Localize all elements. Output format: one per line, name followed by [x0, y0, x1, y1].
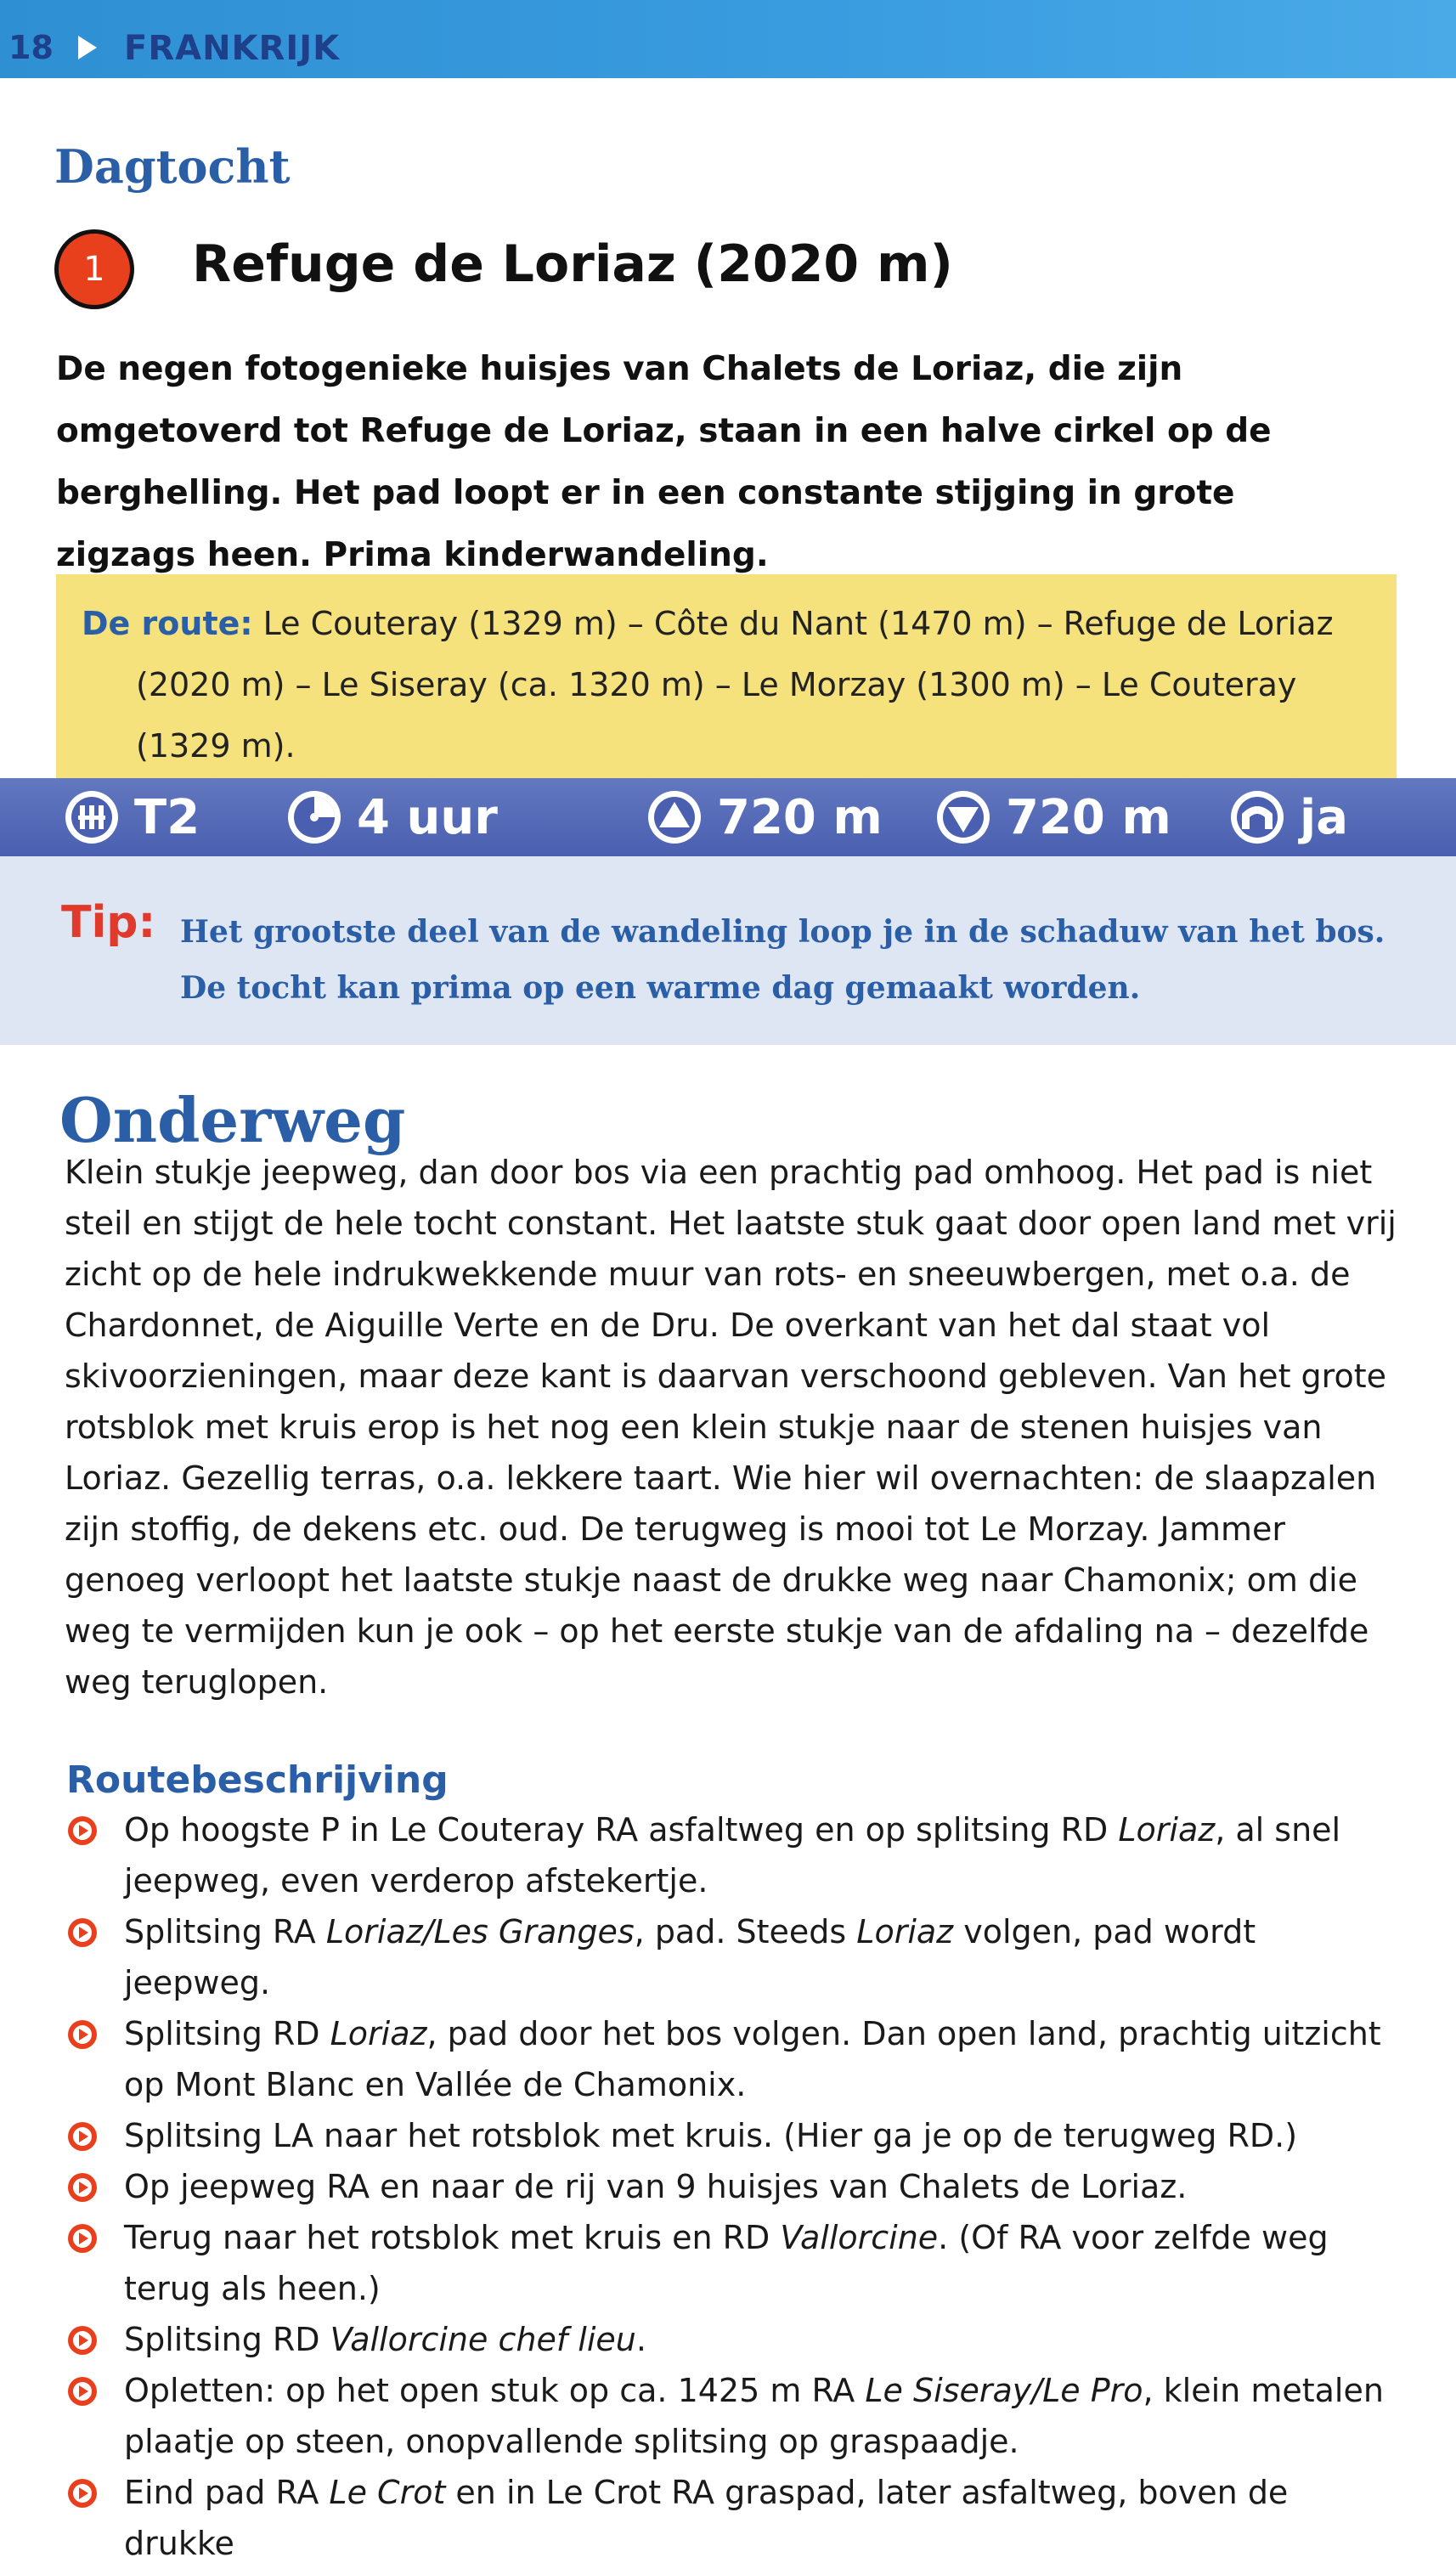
step-place-name: Le Siseray/Le Pro [865, 2372, 1143, 2409]
play-bullet-icon [66, 2018, 99, 2051]
clock-icon [285, 788, 343, 846]
step-text: , pad. Steeds [634, 1913, 857, 1950]
step-place-name: Loriaz [330, 2015, 427, 2052]
ascent-icon [646, 788, 703, 846]
stat-descent [934, 778, 1171, 856]
onderweg-paragraph: Klein stukje jeepweg, dan door bos via een prachtig pad omhoog. Het pad is niet steil en stijgt de hele tocht constant. Het laatste stuk gaat door open land met vrij zicht op de hele indrukwekkende muur van rots- en sneeuwbergen, met o.a. de Chardonnet, de Aiguille Verte en de Dru. De overkant van het dal staat vol skivoorzieningen, maar deze kant is daarvan verschoond gebleven. Van het grote rotsblok met kruis erop is het nog een klein stukje naar de stenen huisjes van Loriaz. Gezellig terras, o.a. lekkere taart. Wie hier wil overnachten: de slaapzalen zijn stoffig, de dekens etc. oud. De terugweg is mooi tot Le Morzay. Jammer genoeg verloopt het laatste stukje naast de drukke weg naar Chamonix; om die weg te vermijden kun je ook – op het eerste stukje van de afdaling na – dezelfde weg teruglopen. [65, 1154, 1397, 1701]
step-text: , pad door het bos volgen. Dan open land, prachtig uitzicht op Mont Blanc en Vallée de Chamonix. [124, 2015, 1381, 2103]
route-step [65, 2212, 1407, 2314]
step-place-name: Vallorcine chef lieu [330, 2321, 636, 2358]
step-text: . (Of RA voor zelfde weg terug als heen.) [124, 2219, 1329, 2307]
tip-box [0, 856, 1456, 1045]
step-text: , al snel jeepweg, even verderop afstekertje. [124, 1811, 1341, 1899]
route-step [65, 2110, 1407, 2161]
route-steps-list [65, 1804, 1407, 2569]
section-title: FRANKRIJK [124, 29, 341, 68]
play-bullet-icon [66, 1815, 99, 1847]
stat-duration [285, 778, 498, 856]
play-bullet-icon [66, 1916, 99, 1949]
play-bullet-icon [66, 2375, 99, 2407]
stat-difficulty [63, 778, 200, 856]
step-text: . [635, 2321, 646, 2358]
play-bullet-icon [66, 2477, 99, 2509]
route-text: Le Couteray (1329 m) – Côte du Nant (1470 m) – Refuge de Loriaz (2020 m) – Le Siseray (ca. 1320 m) – Le Morzay (1300 m) – Le Couteray (1329 m). [136, 605, 1334, 765]
route-step [65, 2365, 1407, 2467]
ascent-value: 720 m [717, 789, 883, 845]
play-bullet-icon [66, 2222, 99, 2255]
step-text: Opletten: op het open stuk op ca. 1425 m RA [124, 2372, 866, 2409]
hut-icon [1228, 788, 1286, 846]
stats-bar [0, 778, 1456, 856]
kicker-label: Dagtocht [54, 139, 291, 194]
step-text: Op jeepweg RA en naar de rij van 9 huisjes van Chalets de Loriaz. [124, 2168, 1188, 2205]
step-place-name: Loriaz [1118, 1811, 1216, 1849]
step-text: en in Le Crot RA graspad, later asfaltweg, boven de drukke [124, 2474, 1289, 2562]
onderweg-heading: Onderweg [59, 1084, 406, 1156]
hike-number-badge: 1 [54, 229, 134, 309]
play-bullet-icon [66, 2120, 99, 2153]
route-step [65, 1906, 1407, 2008]
arrow-right-icon [78, 36, 97, 59]
step-text: Splitsing LA naar het rotsblok met kruis. (Hier ga je op de terugweg RD.) [124, 2117, 1298, 2154]
step-text: Eind pad RA [124, 2474, 330, 2511]
page-number: 18 [8, 29, 54, 66]
difficulty-icon [63, 788, 121, 846]
duration-value: 4 uur [357, 789, 498, 845]
tip-text [180, 904, 1437, 1016]
tip-line-1: Het grootste deel van de wandeling loop je in de schaduw van het bos. [180, 914, 1385, 950]
descent-icon [934, 788, 992, 846]
route-step [65, 2314, 1407, 2365]
step-text: Splitsing RD [124, 2321, 330, 2358]
stat-hut [1228, 778, 1348, 856]
step-place-name: Vallorcine [780, 2219, 939, 2256]
descent-value: 720 m [1006, 789, 1171, 845]
step-text: volgen, pad wordt jeepweg. [124, 1913, 1256, 2001]
tip-line-2: De tocht kan prima op een warme dag gemaakt worden. [180, 970, 1141, 1006]
step-place-name: Loriaz [856, 1913, 954, 1950]
route-paragraph [82, 593, 1374, 776]
hut-value: ja [1300, 789, 1348, 845]
route-label: De route: [82, 605, 253, 642]
route-step [65, 2467, 1407, 2569]
intro-paragraph: De negen fotogenieke huisjes van Chalets de Loriaz, die zijn omgetoverd tot Refuge de Loriaz, staan in een halve cirkel op de berghelling. Het pad loopt er in een constante stijging in grote zigzags heen. Prima kinderwandeling. [56, 350, 1272, 574]
stat-ascent [646, 778, 883, 856]
step-text: Splitsing RA [124, 1913, 326, 1950]
difficulty-value: T2 [134, 789, 200, 845]
tip-label: Tip: [61, 897, 156, 948]
step-text: Terug naar het rotsblok met kruis en RD [124, 2219, 781, 2256]
play-bullet-icon [66, 2171, 99, 2204]
routebeschrijving-heading: Routebeschrijving [66, 1758, 449, 1802]
play-bullet-icon [66, 2324, 99, 2357]
step-place-name: Le Crot [329, 2474, 446, 2511]
route-step [65, 2161, 1407, 2212]
step-place-name: Loriaz/Les Granges [325, 1913, 635, 1950]
page-title: Refuge de Loriaz (2020 m) [192, 234, 953, 294]
step-text: , klein metalen plaatje op steen, onopvallende splitsing op graspaadje. [124, 2372, 1384, 2460]
page-header [0, 0, 1456, 78]
step-text: Op hoogste P in Le Couteray RA asfaltweg en op splitsing RD [124, 1811, 1119, 1849]
route-step [65, 1804, 1407, 1906]
route-step [65, 2008, 1407, 2110]
step-text: Splitsing RD [124, 2015, 330, 2052]
route-box [56, 574, 1397, 778]
